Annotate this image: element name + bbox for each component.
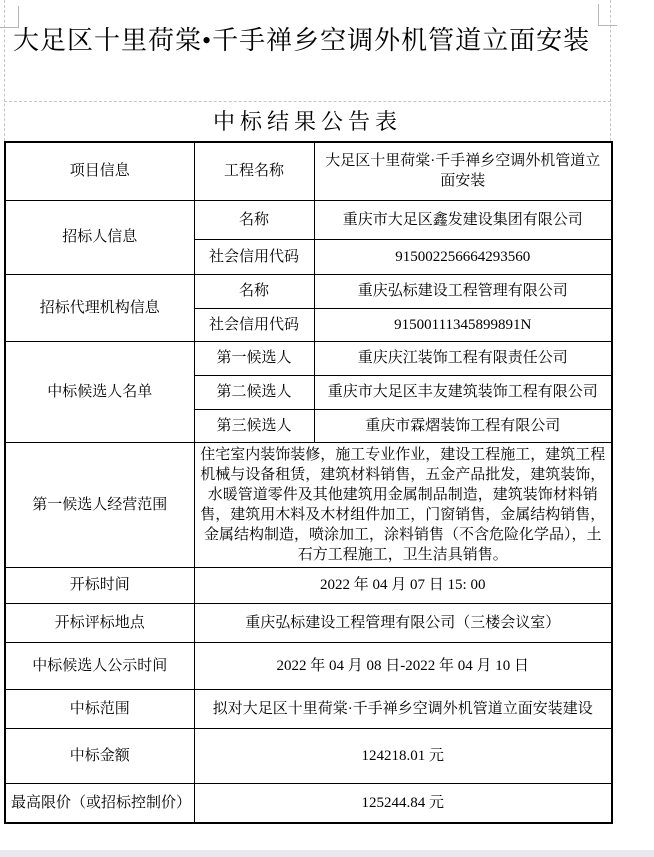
table-row (5, 603, 612, 642)
table-row (5, 341, 612, 375)
cell-project-name-label: 工程名称 (194, 142, 314, 200)
cell-publicity-time-label: 中标候选人公示时间 (5, 642, 194, 689)
cell-opening-time-value: 2022 年 04 月 07 日 15: 00 (194, 567, 612, 603)
table-row (5, 567, 612, 603)
cell-opening-time-label: 开标时间 (5, 567, 194, 603)
table-title: 中标结果公告表 (212, 109, 402, 134)
cell-agency-name-value: 重庆弘标建设工程管理有限公司 (314, 274, 612, 308)
cell-candidate3-label: 第三候选人 (194, 409, 314, 442)
table-row (5, 783, 612, 823)
cell-scope-value: 住宅室内装饰装修，施工专业作业，建设工程施工，建筑工程机械与设备租赁，建筑材料销售，五金产品批发，建筑装饰，水暖管道零件及其他建筑用金属制品制造，建筑装饰材料销售，建筑用木料及木材组件加工，门窗销售，金属结构销售，金属结构制造，喷涂加工，涂料销售（不含危险化学品），土石方工程施工，卫生洁具销售。 (194, 442, 612, 567)
cell-tenderer-name-label: 名称 (194, 200, 314, 239)
cell-max-price-label: 最高限价（或招标控制价） (5, 783, 194, 823)
document-title: 大足区十里荷棠•千手禅乡空调外机管道立面安装 (13, 26, 591, 55)
cell-tenderer-credit-value: 915002256664293560 (314, 239, 612, 274)
cell-publicity-time-value: 2022 年 04 月 08 日-2022 年 04 月 10 日 (194, 642, 612, 689)
table-row (5, 274, 612, 308)
window-bottom-strip (0, 850, 654, 857)
cell-project-section-label: 项目信息 (5, 142, 194, 200)
table-row (5, 200, 612, 239)
cell-agency-credit-value: 91500111345899891N (314, 308, 612, 341)
table-row (5, 142, 612, 200)
cell-opening-place-label: 开标评标地点 (5, 603, 194, 642)
table-row (5, 728, 612, 783)
cell-tenderer-section-label: 招标人信息 (5, 200, 194, 274)
cell-award-scope-value: 拟对大足区十里荷棠·千手禅乡空调外机管道立面安装建设 (194, 689, 612, 728)
cell-max-price-value: 125244.84 元 (194, 783, 612, 823)
cell-award-amount-label: 中标金额 (5, 728, 194, 783)
cell-candidate1-label: 第一候选人 (194, 341, 314, 375)
table-row (5, 689, 612, 728)
cell-award-amount-value: 124218.01 元 (194, 728, 612, 783)
cell-project-name-value: 大足区十里荷棠·千手禅乡空调外机管道立面安装 (314, 142, 612, 200)
cell-candidate1-value: 重庆庆江装饰工程有限责任公司 (314, 341, 612, 375)
bid-result-table (4, 141, 613, 824)
cell-candidate2-value: 重庆市大足区丰友建筑装饰工程有限公司 (314, 375, 612, 409)
cell-candidate3-value: 重庆市霖熠装饰工程有限公司 (314, 409, 612, 442)
cell-tenderer-name-value: 重庆市大足区鑫发建设集团有限公司 (314, 200, 612, 239)
cell-scope-label: 第一候选人经营范围 (5, 442, 194, 567)
cell-agency-credit-label: 社会信用代码 (194, 308, 314, 341)
cell-agency-name-label: 名称 (194, 274, 314, 308)
table-row (5, 642, 612, 689)
margin-guide-top (4, 101, 611, 102)
cell-candidate2-label: 第二候选人 (194, 375, 314, 409)
table-row (5, 442, 612, 567)
cell-tenderer-credit-label: 社会信用代码 (194, 239, 314, 274)
cell-candidates-section-label: 中标候选人名单 (5, 341, 194, 442)
cell-award-scope-label: 中标范围 (5, 689, 194, 728)
cell-opening-place-value: 重庆弘标建设工程管理有限公司（三楼会议室） (194, 603, 612, 642)
cell-agency-section-label: 招标代理机构信息 (5, 274, 194, 341)
